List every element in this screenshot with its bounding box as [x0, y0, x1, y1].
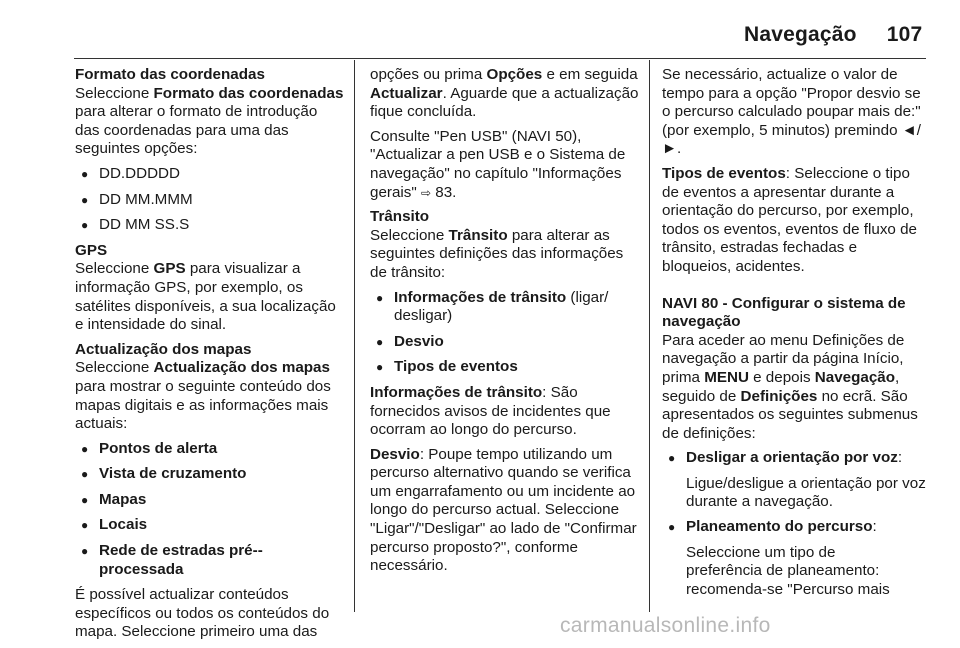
list-item	[370, 358, 642, 377]
item-label: Desligar a orientação por voz	[686, 449, 898, 467]
item-label: Tipos de eventos	[394, 358, 518, 376]
term-options: Opções	[486, 66, 543, 83]
item-label: Planeamento do percurso	[686, 518, 873, 536]
coord-format-list	[75, 165, 345, 235]
heading-traffic: Trânsito	[370, 208, 430, 226]
term-navigation: Navegação	[814, 368, 895, 386]
heading-navi80: NAVI 80 - Configurar o sistema de navegação	[662, 294, 906, 331]
text: para mostrar o seguinte conteúdo dos mapas digitais e as informações mais actuais:	[75, 377, 331, 433]
text: .	[677, 140, 682, 158]
text: e depois	[748, 368, 815, 386]
paragraph	[662, 66, 927, 159]
map-update-list	[75, 440, 345, 580]
column-2	[370, 66, 642, 582]
item-label: Mapas	[99, 490, 147, 508]
item-description: Ligue/desligue a orientação por voz durante a navegação.	[686, 474, 926, 511]
list-item: ● DD MM SS.S	[75, 216, 345, 235]
text: Se necessário, actualize o valor de tempo para a opção "Propor desvio se o percurso calculado poupar mais de:" (por exemplo, 5 minutos) premindo	[662, 66, 921, 139]
text: : São fornecidos avisos de incidentes que ocorram ao longo do percurso.	[370, 383, 611, 439]
paragraph	[662, 165, 927, 277]
paragraph	[370, 128, 642, 202]
section-navi80	[662, 295, 927, 444]
term: Desvio	[370, 445, 420, 463]
text: Seleccione	[75, 260, 154, 278]
text: Para aceder ao menu Definições de navegação a partir da página Início, prima	[662, 331, 905, 386]
page-reference: 83.	[431, 183, 457, 201]
text: Seleccione	[75, 84, 154, 102]
term: Informações de trânsito	[370, 383, 543, 401]
item-label: Vista de cruzamento	[99, 465, 247, 483]
text: :	[872, 518, 877, 536]
section-title: Navegação	[744, 23, 857, 46]
term-map-update: Actualização dos mapas	[153, 359, 330, 377]
settings-submenu-list	[662, 518, 927, 537]
text: Consulte "Pen USB" (NAVI 50), "Actualizar a pen USB e o Sistema de navegação" no capítulo "Informações gerais"	[370, 127, 626, 201]
list-item: ● DD.DDDDD	[75, 165, 345, 184]
traffic-list	[370, 289, 642, 377]
list-item	[370, 333, 642, 352]
settings-submenu-list	[662, 449, 927, 468]
text: opções ou prima	[370, 66, 487, 83]
paragraph	[370, 66, 642, 122]
column-1	[75, 66, 345, 648]
section-coord-format	[75, 66, 345, 159]
column-divider-2	[649, 60, 650, 612]
list-item	[75, 440, 345, 459]
heading-coord-format: Formato das coordenadas	[75, 66, 265, 83]
text: para alterar as seguintes definições das informações de trânsito:	[370, 226, 624, 281]
list-item	[75, 516, 345, 535]
list-item: ● DD MM.MMM	[75, 191, 345, 210]
item-label: Desvio	[394, 332, 444, 350]
text: Seleccione	[370, 226, 449, 244]
heading-map-update: Actualização dos mapas	[75, 340, 252, 358]
heading-gps: GPS	[75, 241, 108, 259]
section-gps	[75, 242, 345, 335]
term-update: Actualizar	[370, 84, 443, 102]
text: (ligar/ desligar)	[394, 288, 609, 325]
item-label: Locais	[99, 516, 148, 534]
list-item	[662, 449, 927, 468]
text: : Poupe tempo utilizando um percurso alternativo quando se verifica um engarrafamento ou um incidente ao longo do percurso actual. Seleccione "Ligar"/"Desligar" ao lado de "Confirmar percurso proposto?", conforme necessário.	[370, 445, 637, 575]
section-traffic	[370, 208, 642, 282]
column-3	[662, 66, 927, 605]
text: : Seleccione o tipo de eventos a apresentar durante a orientação do percurso, por exemplo, todos os eventos, eventos de fluxo de trânsito, estradas fechadas e bloqueios, acidentes.	[662, 164, 917, 275]
paragraph: É possível actualizar conteúdos específicos ou todos os conteúdos do mapa. Seleccione primeiro uma das	[75, 586, 330, 641]
list-item	[370, 289, 616, 326]
list-item	[662, 518, 927, 537]
list-item	[75, 465, 345, 484]
term-menu: MENU	[704, 368, 749, 386]
list-item	[75, 542, 304, 579]
text: . Aguarde que a actualização fique concluída.	[370, 84, 639, 121]
left-right-arrow-icon: ◄/►	[662, 121, 921, 158]
term-coord-format: Formato das coordenadas	[153, 84, 344, 102]
paragraph	[370, 446, 642, 576]
paragraph	[370, 384, 642, 440]
item-label: Informações de trânsito	[394, 288, 567, 306]
column-divider-1	[354, 60, 355, 612]
item-description: Seleccione um tipo de preferência de planeamento: recomenda-se "Percurso mais	[686, 543, 890, 598]
watermark: carmanualsonline.info	[560, 614, 771, 637]
term-traffic: Trânsito	[448, 226, 508, 244]
text: , seguido de	[662, 368, 900, 405]
text: :	[897, 449, 903, 467]
text: para visualizar a informação GPS, por exemplo, os satélites disponíveis, a sua localização e intensidade do sinal.	[75, 260, 336, 334]
term-settings: Definições	[740, 387, 818, 405]
term-gps: GPS	[153, 260, 186, 278]
item-label: Pontos de alerta	[99, 439, 218, 457]
header-rule	[74, 58, 926, 59]
text: no ecrã. São apresentados os seguintes submenus de definições:	[662, 387, 918, 442]
page-reference-arrow-icon: ⇨	[420, 185, 432, 200]
text: para alterar o formato de introdução das coordenadas para uma das seguintes opções:	[75, 103, 318, 158]
text: Seleccione	[75, 359, 154, 377]
list-item	[75, 491, 345, 510]
page-number: 107	[886, 23, 923, 46]
page-header	[744, 23, 923, 46]
section-map-update	[75, 341, 345, 434]
term: Tipos de eventos	[662, 164, 786, 182]
text: e em seguida	[542, 66, 638, 83]
item-label: Rede de estradas pré--processada	[99, 542, 263, 578]
